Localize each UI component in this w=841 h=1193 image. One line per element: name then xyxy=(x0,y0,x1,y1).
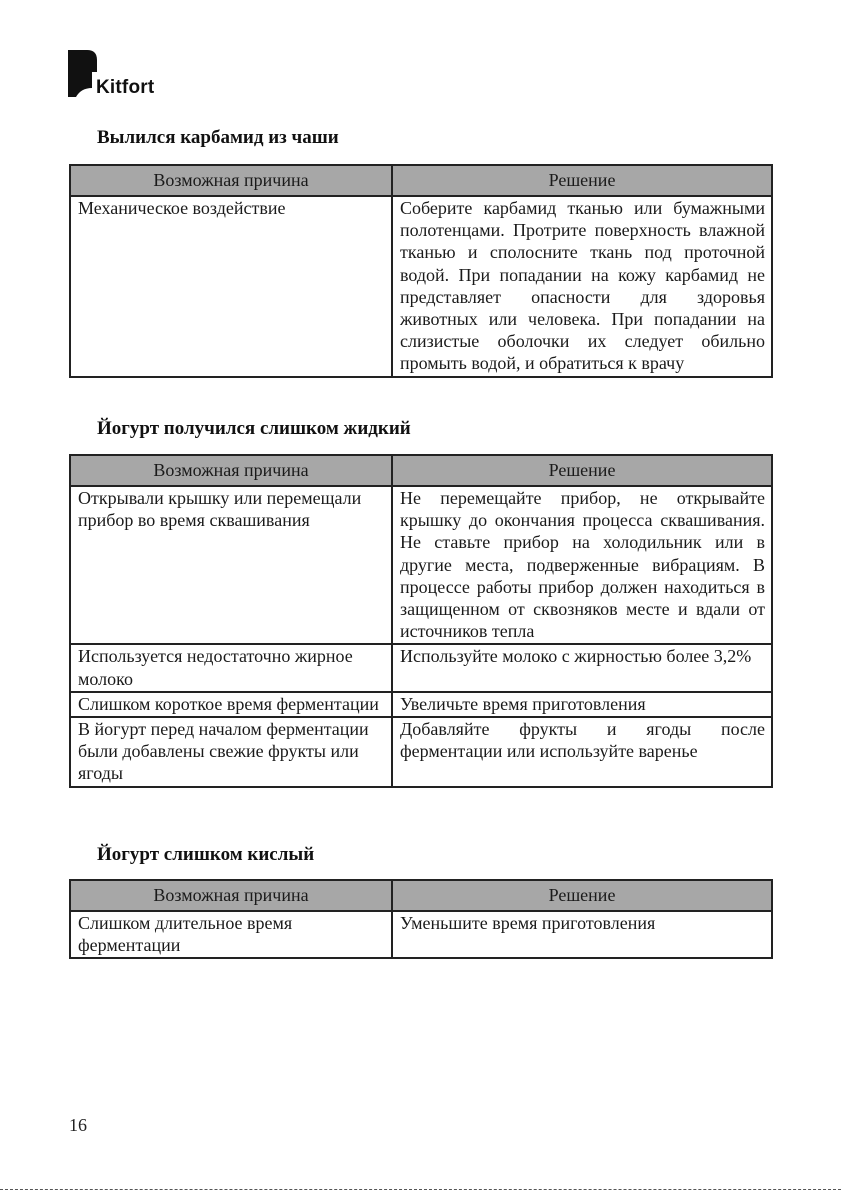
cause-cell: В йогурт перед началом ферментации были добавлены свежие фрукты или ягоды xyxy=(70,717,392,787)
cause-cell: Слишком длительное время ферментации xyxy=(70,911,392,958)
solution-cell: Уменьшите время приготовления xyxy=(392,911,772,958)
solution-cell: Соберите карбамид тканью или бумажными полотенцами. Протрите поверхность влажной тканью и сполосните ткань под проточной водой. При попадании на кожу карбамид не представляет опасности для здоровья животных или человека. При попадании на слизистые оболочки их следует обильно промыть водой, и обратиться к врачу xyxy=(392,196,772,377)
section-title: Вылился карбамид из чаши xyxy=(97,127,339,148)
table-header-row xyxy=(70,455,772,486)
troubleshooting-table xyxy=(69,879,773,959)
cause-cell: Механическое воздействие xyxy=(70,196,392,377)
cause-cell: Слишком короткое время ферментации xyxy=(70,692,392,717)
table-header-row xyxy=(70,165,772,196)
kitfort-logo xyxy=(68,50,178,100)
solution-cell: Не перемещайте прибор, не открывайте крышку до окончания процесса сквашивания. Не ставьте прибор на холодильник или в другие места, подверженные вибрациям. В процессе работы прибор должен находиться в защищенном от сквозняков месте и вдали от источников тепла xyxy=(392,486,772,644)
solution-cell: Используйте молоко с жирностью более 3,2% xyxy=(392,644,772,691)
header-solution: Решение xyxy=(392,165,772,196)
brand-name: Kitfort xyxy=(96,77,155,98)
table-header-row xyxy=(70,880,772,911)
section-title: Йогурт получился слишком жидкий xyxy=(97,418,411,439)
kitfort-logo-icon xyxy=(68,50,98,98)
solution-cell: Добавляйте фрукты и ягоды после ферментации или используйте варенье xyxy=(392,717,772,787)
table-row xyxy=(70,486,772,644)
table-row xyxy=(70,692,772,717)
table-row xyxy=(70,644,772,691)
table-row xyxy=(70,196,772,377)
header-cause: Возможная причина xyxy=(70,880,392,911)
cause-cell: Используется недостаточно жирное молоко xyxy=(70,644,392,691)
section-title: Йогурт слишком кислый xyxy=(97,844,315,865)
table-row xyxy=(70,911,772,958)
page-edge-divider xyxy=(0,1189,841,1190)
troubleshooting-table xyxy=(69,164,773,378)
header-cause: Возможная причина xyxy=(70,455,392,486)
page-number: 16 xyxy=(69,1115,87,1135)
troubleshooting-table xyxy=(69,454,773,788)
header-solution: Решение xyxy=(392,880,772,911)
header-cause: Возможная причина xyxy=(70,165,392,196)
cause-cell: Открывали крышку или перемещали прибор во время сквашивания xyxy=(70,486,392,644)
header-solution: Решение xyxy=(392,455,772,486)
table-row xyxy=(70,717,772,787)
solution-cell: Увеличьте время приготовления xyxy=(392,692,772,717)
